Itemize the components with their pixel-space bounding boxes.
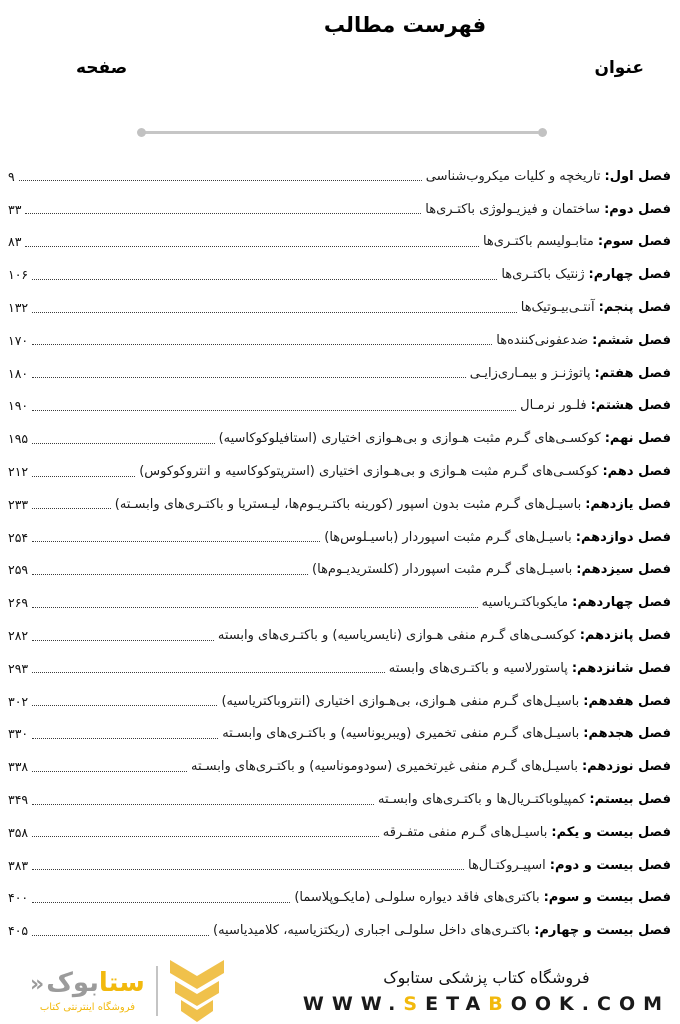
chapter-label: فصل هفدهم: — [583, 693, 671, 709]
url-segment: ETA — [425, 992, 489, 1015]
page-number: ۲۳۳ — [8, 496, 29, 512]
chapter-title: مایکوباکتـریاسیه — [481, 595, 569, 611]
page-number: ۳۰۲ — [8, 693, 29, 709]
toc-row — [8, 258, 671, 291]
page-number: ۴۰۰ — [8, 890, 29, 906]
chapter-title: فلـور نرمـال — [520, 398, 587, 414]
page-number: ۳۸۳ — [8, 857, 29, 873]
setabook-logo — [30, 960, 225, 1022]
chapter-title: آنتـی‌بیـوتیک‌ها — [520, 300, 595, 316]
dot-leader — [32, 344, 492, 345]
page-number: ۱۹۰ — [8, 398, 29, 414]
page-number: ۱۸۰ — [8, 365, 29, 381]
chapter-title: باسیـل‌های گـرم منفی هـوازی، بی‌هـوازی اختیاری (انتروباکتریاسیه) — [221, 693, 580, 709]
chapter-label: فصل چهاردهم: — [572, 595, 671, 611]
chapter-label: فصل نوزدهم: — [581, 759, 671, 775]
dot-leader — [32, 574, 308, 575]
dot-leader — [32, 443, 214, 444]
footer-text-block — [303, 968, 670, 1015]
column-title-label: عنوان — [594, 58, 644, 78]
chapter-label: فصل یازدهم: — [585, 496, 671, 512]
toc-row — [8, 193, 671, 226]
chapter-title: پاستورلاسیه و باکتـری‌های وابسته — [388, 660, 568, 676]
dot-leader — [32, 279, 497, 280]
chapter-title: باسیـل‌های گـرم مثبت اسپوردار (کلستریدیـوم‌ها) — [312, 562, 573, 578]
toc-row — [8, 849, 671, 882]
dot-leader — [19, 180, 422, 181]
chapter-label: فصل دوازدهم: — [575, 529, 671, 545]
toc-header — [0, 58, 680, 78]
dot-leader — [25, 246, 479, 247]
dot-leader — [32, 804, 374, 805]
chapter-label: فصل پانزدهم: — [579, 628, 671, 644]
url-segment: OOK.COM — [510, 992, 670, 1015]
chapter-title: باکتـری‌های داخل سلولـی اجباری (ریکتزیاسیه، کلامیدیاسیه) — [213, 923, 531, 939]
dot-leader — [32, 771, 187, 772]
chapter-label: فصل دهم: — [602, 464, 671, 480]
page-number: ۲۵۹ — [8, 562, 29, 578]
dot-leader — [32, 476, 135, 477]
chapter-label: فصل سیزدهم: — [576, 562, 671, 578]
page-number: ۲۶۹ — [8, 595, 29, 611]
page-number: ۲۵۴ — [8, 529, 29, 545]
chapter-label: فصل دوم: — [604, 201, 671, 217]
chapter-label: فصل چهارم: — [588, 267, 671, 283]
toc-row — [8, 750, 671, 783]
dot-leader — [32, 902, 290, 903]
toc-row — [8, 488, 671, 521]
toc-row — [8, 685, 671, 718]
dot-leader — [32, 410, 516, 411]
wordmark-part-gray: بوک — [46, 968, 99, 998]
dot-leader — [32, 738, 218, 739]
chapter-title: باسیـل‌های گـرم منفی غیرتخمیری (سودوموناسیه) و باکتـری‌های وابسـته — [190, 759, 578, 775]
toc-row — [8, 390, 671, 423]
chapter-label: فصل شانزدهم: — [571, 660, 671, 676]
toc-row — [8, 914, 671, 947]
website-url — [303, 993, 670, 1015]
toc-row — [8, 816, 671, 849]
page-number: ۳۴۹ — [8, 792, 29, 808]
dot-leader — [32, 312, 517, 313]
logo-divider-line — [156, 966, 158, 1016]
dot-leader — [32, 508, 111, 509]
chapter-title: ضدعفونی‌کننده‌ها — [496, 332, 589, 348]
dot-leader — [32, 640, 214, 641]
toc-row — [8, 291, 671, 324]
toc-row — [8, 422, 671, 455]
toc-row — [8, 718, 671, 751]
page-number: ۴۰۵ — [8, 923, 29, 939]
dot-leader — [32, 377, 466, 378]
wordmark-guillemet: « — [30, 972, 45, 997]
chapter-title: باسیـل‌های گـرم منفی متفـرقه — [382, 824, 548, 840]
chapter-title: کوکسـی‌های گـرم مثبت هـوازی و بی‌هـوازی اختیاری (استرپتوکوکاسیه و انتروکوکوس) — [139, 464, 599, 480]
dot-leader — [32, 672, 385, 673]
logo-wordmark — [30, 969, 145, 999]
toc-row — [8, 619, 671, 652]
page-number: ۳۳ — [8, 201, 22, 217]
header-divider — [137, 128, 547, 137]
chapter-label: فصل پنجم: — [598, 300, 671, 316]
page-number: ۳۵۸ — [8, 824, 29, 840]
divider-dot-left — [137, 128, 146, 137]
divider-dot-right — [538, 128, 547, 137]
page-number: ۹ — [8, 168, 15, 184]
page-number: ۱۰۶ — [8, 267, 29, 283]
chapter-title: اسپیـروکتـال‌ها — [467, 857, 546, 873]
chapter-label: فصل بیست و دوم: — [549, 857, 671, 873]
dot-leader — [25, 213, 421, 214]
page-title: فهرست مطالب — [323, 13, 487, 37]
page-number: ۲۸۲ — [8, 628, 29, 644]
chapter-title: متابـولیسم باکتـری‌ها — [482, 234, 594, 250]
chapter-title: کوکسـی‌های گـرم مثبت هـوازی و بی‌هـوازی اختیاری (استافیلوکوکاسیه) — [218, 431, 601, 447]
toc-row — [8, 652, 671, 685]
chapter-label: فصل نهم: — [604, 431, 671, 447]
page-number: ۳۳۸ — [8, 759, 29, 775]
chapter-label: فصل بیستم: — [589, 792, 671, 808]
page-number: ۲۹۳ — [8, 660, 29, 676]
chapter-title: تاریخچه و کلیات میکروب‌شناسی — [425, 168, 601, 184]
dot-leader — [32, 541, 320, 542]
chapter-label: فصل سوم: — [597, 234, 671, 250]
chapter-label: فصل هشتم: — [590, 398, 671, 414]
url-segment: WWW. — [302, 992, 404, 1015]
url-segment: S — [403, 992, 426, 1015]
chapter-title: باسیـل‌های گـرم مثبت بدون اسپور (کورینه باکتـریـوم‌ها، لیـستریا و باکتـری‌های وابسـته) — [114, 496, 582, 512]
chapter-title: ساختمان و فیزیـولوژی باکتـری‌ها — [425, 201, 601, 217]
chevron-logo-icon — [169, 960, 225, 1022]
toc-row — [8, 160, 671, 193]
chapter-label: فصل ششم: — [592, 332, 671, 348]
toc-list — [0, 160, 680, 947]
chapter-label: فصل اول: — [604, 168, 671, 184]
chapter-title: کمپیلوباکتـریال‌ها و باکتـری‌های وابسـته — [378, 792, 586, 808]
toc-row — [8, 357, 671, 390]
toc-row — [8, 554, 671, 587]
chapter-label: فصل بیست و سوم: — [543, 890, 671, 906]
chapter-title: کوکسـی‌های گـرم منفی هـوازی (نایسریاسیه) و باکتـری‌های وابسته — [217, 628, 576, 644]
chapter-title: پاتوژنـز و بیمـاری‌زایـی — [469, 365, 591, 381]
toc-row — [8, 586, 671, 619]
dot-leader — [32, 705, 217, 706]
wordmark-part-yellow: ستا — [98, 968, 145, 998]
dot-leader — [32, 836, 379, 837]
page-number: ۱۹۵ — [8, 431, 29, 447]
toc-row — [8, 521, 671, 554]
divider-line — [145, 131, 539, 134]
chapter-title: ژنتیک باکتـری‌ها — [501, 267, 585, 283]
url-segment: B — [488, 992, 511, 1015]
page-number: ۱۳۲ — [8, 300, 29, 316]
chapter-label: فصل هفتم: — [594, 365, 671, 381]
column-page-label: صفحه — [76, 58, 128, 78]
page-number: ۳۳۰ — [8, 726, 29, 742]
chapter-title: باکتری‌های فاقد دیواره سلولـی (مایکـوپلاسما) — [294, 890, 540, 906]
footer — [0, 958, 680, 1024]
chapter-label: فصل بیست و یکم: — [551, 824, 671, 840]
toc-row — [8, 324, 671, 357]
dot-leader — [32, 935, 209, 936]
toc-row — [8, 455, 671, 488]
logo-text-block — [30, 969, 145, 1013]
toc-row — [8, 882, 671, 915]
toc-row — [8, 226, 671, 259]
page-number: ۱۷۰ — [8, 332, 29, 348]
dot-leader — [32, 869, 464, 870]
store-name-text: فروشگاه کتاب پزشکی ستابوک — [383, 967, 590, 987]
chapter-title: باسیـل‌های گـرم منفی تخمیری (ویبریوناسیه) و باکتـری‌های وابسـته — [222, 726, 580, 742]
page-number: ۸۳ — [8, 234, 22, 250]
logo-tagline: فروشگاه اینترنتی کتاب — [39, 1002, 136, 1013]
toc-row — [8, 783, 671, 816]
chapter-label: فصل هجدهم: — [583, 726, 671, 742]
dot-leader — [32, 607, 478, 608]
page-number: ۲۱۲ — [8, 464, 29, 480]
chapter-title: باسیـل‌های گـرم مثبت اسپوردار (باسیـلوس‌ها) — [324, 529, 572, 545]
chapter-label: فصل بیست و چهارم: — [534, 923, 671, 939]
